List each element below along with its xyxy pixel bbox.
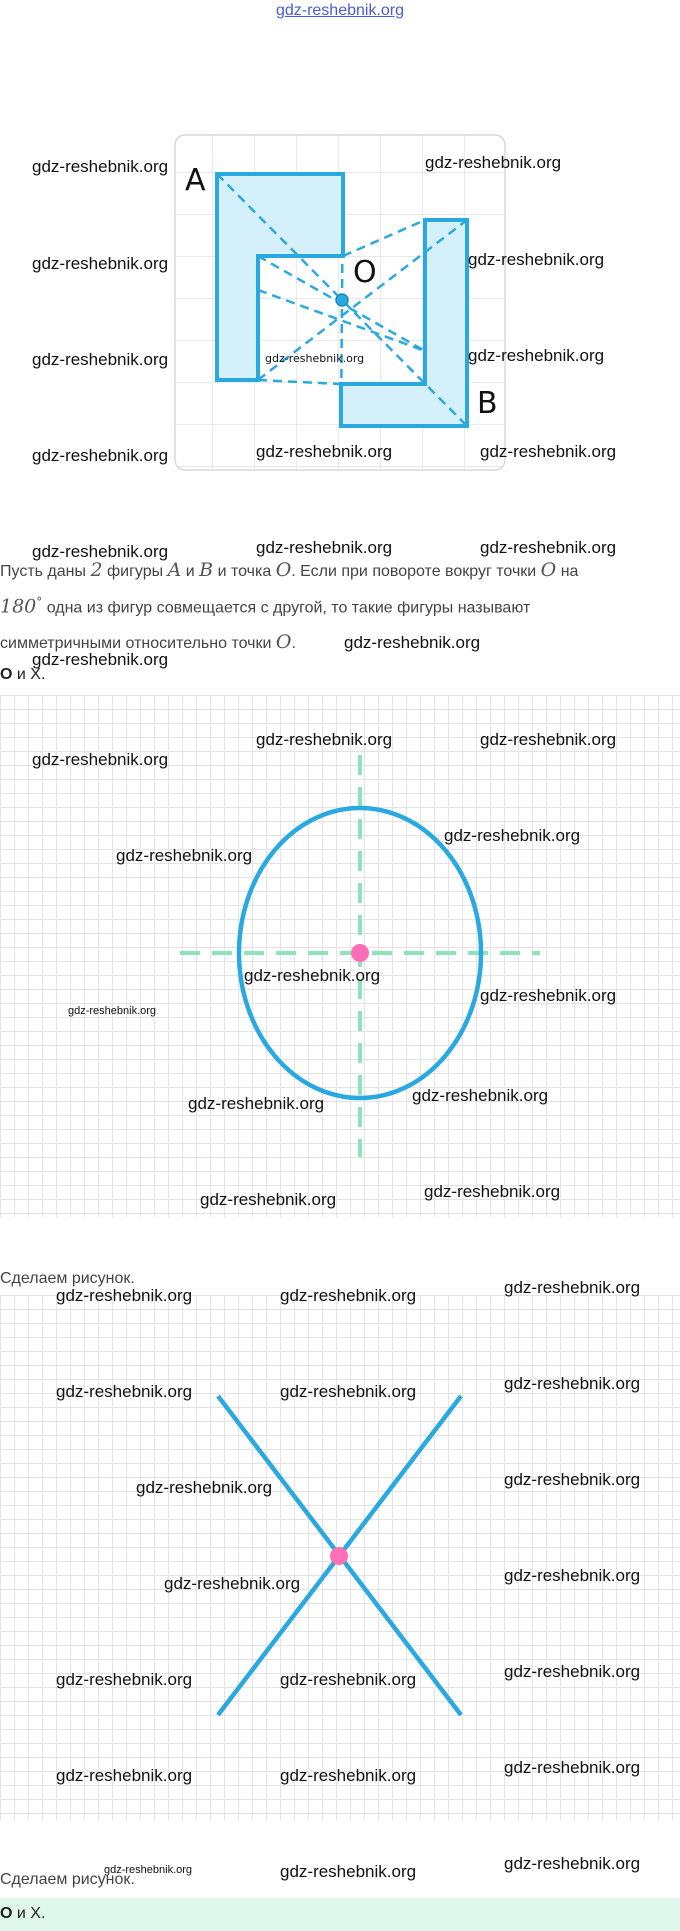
watermark: gdz-reshebnik.org (468, 346, 605, 365)
watermark: gdz-reshebnik.org (32, 750, 169, 769)
site-link[interactable]: gdz-reshebnik.org (275, 2, 405, 19)
watermark: gdz-reshebnik.org (280, 1766, 417, 1785)
watermark-small: gdz-reshebnik.org (104, 1864, 193, 1876)
answer-bar (0, 1898, 680, 1931)
label-o: O (353, 255, 377, 290)
watermark: gdz-reshebnik.org (136, 1478, 273, 1497)
watermark: gdz-reshebnik.org (480, 986, 617, 1005)
definition-paragraph: Пусть даны 2 фигуры A и B и точка O. Если при повороте вокруг точки O на 180° одна из фигур совмещается с другой, то такие фигуры называют симметричными относительно точки O. (0, 559, 579, 653)
answer-2: О и Х. (0, 1905, 46, 1922)
watermark: gdz-reshebnik.org (412, 1086, 549, 1105)
letter-o-figure (0, 695, 680, 1217)
watermark: gdz-reshebnik.org (504, 1278, 641, 1297)
watermark: gdz-reshebnik.org (280, 1286, 417, 1305)
watermark: gdz-reshebnik.org (424, 1182, 561, 1201)
watermark: gdz-reshebnik.org (32, 650, 169, 669)
watermark: gdz-reshebnik.org (280, 1670, 417, 1689)
watermark: gdz-reshebnik.org (444, 826, 581, 845)
watermark: gdz-reshebnik.org (32, 254, 169, 273)
watermark-small: gdz-reshebnik.org (265, 352, 365, 365)
watermark: gdz-reshebnik.org (256, 730, 393, 749)
watermark: gdz-reshebnik.org (280, 1382, 417, 1401)
watermark: gdz-reshebnik.org (56, 1766, 193, 1785)
watermark: gdz-reshebnik.org (425, 153, 562, 172)
label-b: B (477, 386, 498, 421)
watermark: gdz-reshebnik.org (480, 730, 617, 749)
watermark: gdz-reshebnik.org (56, 1286, 193, 1305)
symmetry-figure-ab (170, 130, 510, 475)
watermark: gdz-reshebnik.org (256, 538, 393, 557)
caption-1: Сделаем рисунок. (0, 1270, 135, 1287)
watermark: gdz-reshebnik.org (116, 846, 253, 865)
watermark-small: gdz-reshebnik.org (68, 1005, 157, 1017)
watermark: gdz-reshebnik.org (504, 1374, 641, 1393)
center-point (330, 1547, 348, 1565)
watermark: gdz-reshebnik.org (480, 442, 617, 461)
watermark: gdz-reshebnik.org (32, 350, 169, 369)
watermark: gdz-reshebnik.org (32, 157, 169, 176)
label-a: A (185, 163, 206, 198)
watermark: gdz-reshebnik.org (256, 442, 393, 461)
watermark: gdz-reshebnik.org (32, 446, 169, 465)
watermark: gdz-reshebnik.org (32, 542, 169, 561)
watermark: gdz-reshebnik.org (200, 1190, 337, 1209)
watermark: gdz-reshebnik.org (480, 538, 617, 557)
watermark: gdz-reshebnik.org (244, 966, 381, 985)
watermark: gdz-reshebnik.org (504, 1854, 641, 1873)
watermark: gdz-reshebnik.org (344, 633, 481, 652)
watermark: gdz-reshebnik.org (468, 250, 605, 269)
caption-2: Сделаем рисунок. (0, 1871, 135, 1888)
watermark: gdz-reshebnik.org (188, 1094, 325, 1113)
watermark: gdz-reshebnik.org (504, 1758, 641, 1777)
answer-1: О и Х. (0, 666, 46, 683)
watermark: gdz-reshebnik.org (504, 1470, 641, 1489)
center-point (351, 944, 369, 962)
watermark: gdz-reshebnik.org (56, 1670, 193, 1689)
watermark: gdz-reshebnik.org (280, 1862, 417, 1881)
watermark: gdz-reshebnik.org (504, 1662, 641, 1681)
watermark: gdz-reshebnik.org (504, 1566, 641, 1585)
center-point-o (336, 294, 348, 306)
watermark: gdz-reshebnik.org (56, 1382, 193, 1401)
watermark: gdz-reshebnik.org (164, 1574, 301, 1593)
